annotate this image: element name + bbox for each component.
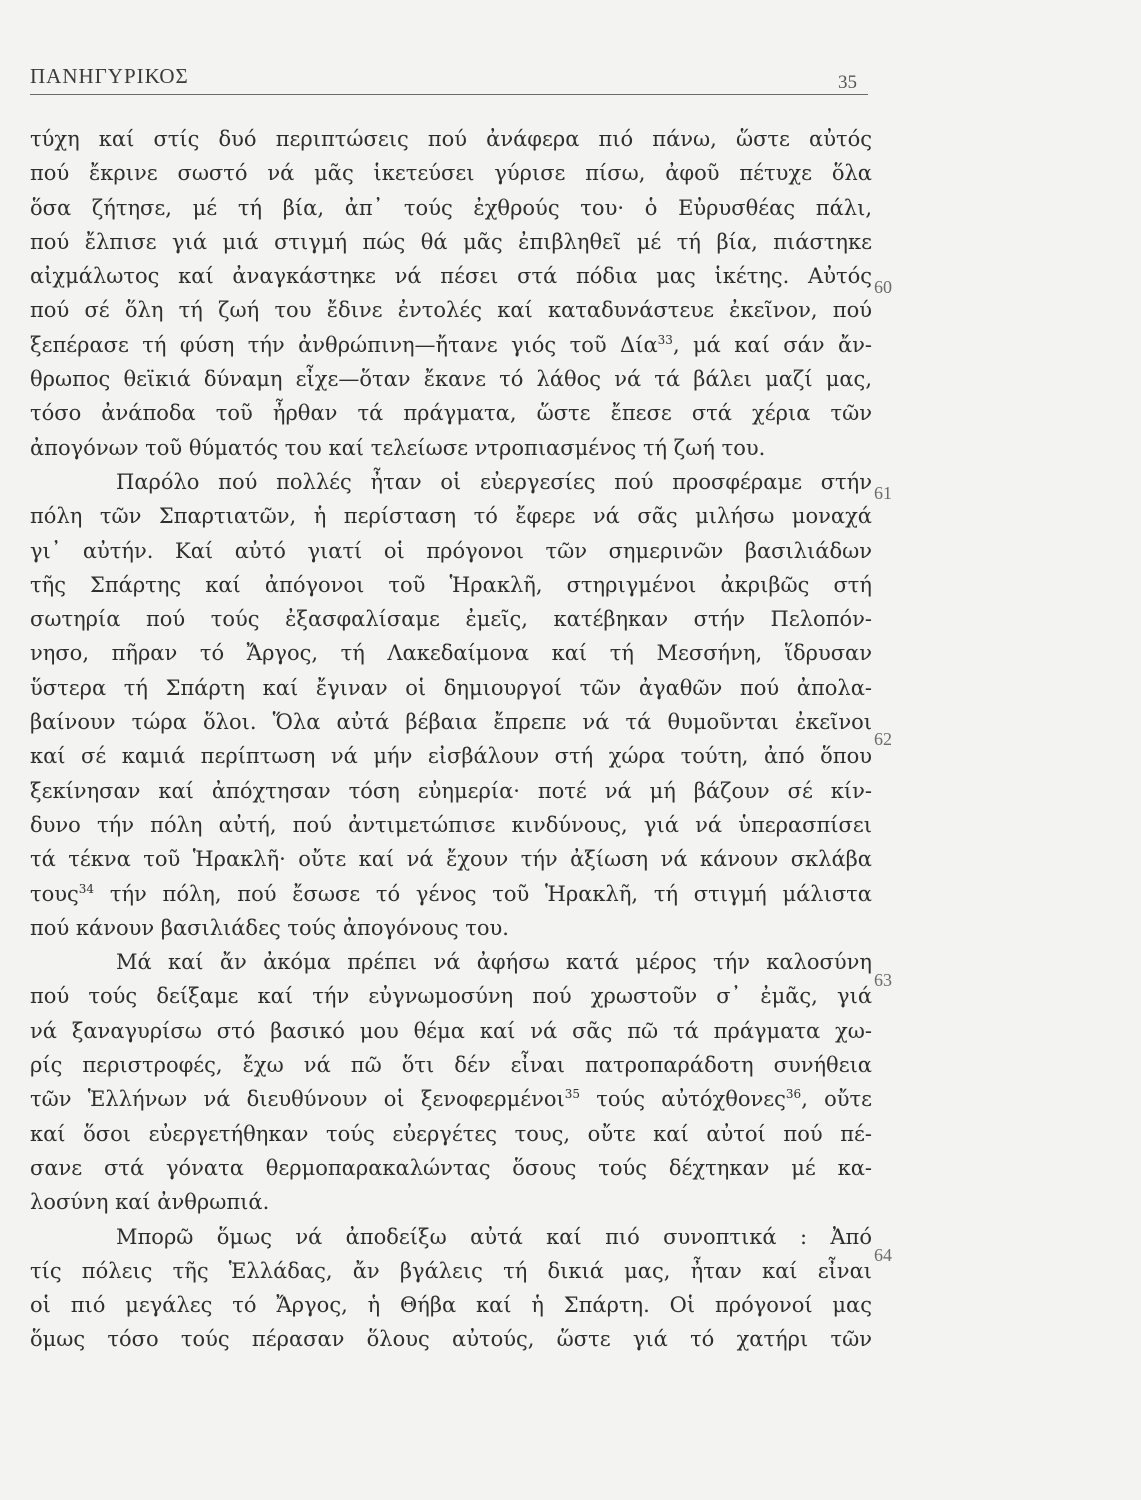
text-line: πού σέ ὅλη τή ζωή του ἔδινε ἐντολές καί καταδυνάστευε ἐκεῖνον, πού [30, 298, 872, 323]
footnote-ref: 34 [78, 881, 95, 896]
header-rule [30, 94, 868, 95]
text-line: καί ὅσοι εὐεργετήθηκαν τούς εὐεργέτες τους, οὔτε καί αὐτοί πού πέ- [30, 1121, 872, 1146]
text-line: τίς πόλεις τῆς Ἑλλάδας, ἄν βγάλεις τή δικιά μας, ἦταν καί εἶναι [30, 1258, 872, 1283]
text-line: νησο, πῆραν τό Ἄργος, τή Λακεδαίμονα καί τή Μεσσήνη, ἵδρυσαν [30, 641, 872, 666]
text-line: ὅσα ζήτησε, μέ τή βία, ἀπ᾽ τούς ἐχθρούς του· ὁ Εὐρυσθέας πάλι, [30, 195, 872, 220]
text-line: πού ἔλπισε γιά μιά στιγμή πώς θά μᾶς ἐπιβληθεῖ μέ τή βία, πιάστηκε [30, 229, 872, 254]
text-segment: , μά καί σάν ἄν- [672, 332, 872, 357]
text-line: ρίς περιστροφές, ἔχω νά πῶ ὅτι δέν εἶναι πατροπαράδοτη συνήθεια [30, 1053, 872, 1078]
text-line: πού ἔκρινε σωστό νά μᾶς ἱκετεύσει γύρισε πίσω, ἀφοῦ πέτυχε ὅλα [30, 161, 872, 186]
margin-section-number: 61 [874, 483, 892, 503]
text-segment: ξεπέρασε τή φύση τήν ἀνθρώπινη—ἤτανε γιός τοῦ Δία [30, 332, 658, 357]
footnote-ref: 36 [785, 1087, 802, 1102]
text-line: νά ξαναγυρίσω στό βασικό μου θέμα καί νά σᾶς πῶ τά πράγματα χω- [30, 1018, 872, 1043]
text-line: ἀπογόνων τοῦ θύματός του καί τελείωσε ντροπιασμένος τή ζωή του. [30, 435, 766, 460]
text-line [30, 1082, 872, 1116]
running-title: ΠΑΝΗΓΥΡΙΚΟΣ [30, 64, 189, 88]
text-segment: τήν πόλη, πού ἔσωσε τό γένος τοῦ Ἡρακλῆ, τή στιγμή μάλιστα [94, 881, 872, 906]
text-line: λοσύνη καί ἀνθρωπιά. [30, 1190, 270, 1215]
text-line: τόσο ἀνάποδα τοῦ ἦρθαν τά πράγματα, ὥστε ἔπεσε στά χέρια τῶν [30, 401, 872, 426]
text-line: καί σέ καμιά περίπτωση νά μήν εἰσβάλουν στή χώρα τούτη, ἀπό ὅπου [30, 744, 872, 769]
text-line: σανε στά γόνατα θερμοπαρακαλώντας ὅσους τούς δέχτηκαν μέ κα- [30, 1155, 872, 1180]
text-line: τά τέκνα τοῦ Ἡρακλῆ· οὔτε καί νά ἔχουν τήν ἀξίωση νά κάνουν σκλάβα [30, 847, 872, 872]
margin-section-number: 63 [874, 970, 892, 990]
text-line: οἱ πιό μεγάλες τό Ἄργος, ἡ Θήβα καί ἡ Σπάρτη. Οἱ πρόγονοί μας [30, 1293, 872, 1318]
text-line: τῆς Σπάρτης καί ἀπόγονοι τοῦ Ἡρακλῆ, στηριγμένοι ἀκριβῶς στή [30, 572, 872, 597]
footnote-ref: 33 [657, 332, 673, 347]
text-line [30, 877, 872, 911]
text-line: δυνο τήν πόλη αὐτή, πού ἀντιμετώπισε κινδύνους, γιά νά ὑπερασπίσει [30, 812, 872, 837]
text-line: τύχη καί στίς δυό περιπτώσεις πού ἀνάφερα πιό πάνω, ὥστε αὐτός [30, 127, 872, 151]
text-line: πού κάνουν βασιλιάδες τούς ἀπογόνους του. [30, 915, 509, 940]
text-line: πόλη τῶν Σπαρτιατῶν, ἡ περίσταση τό ἔφερε νά σᾶς μιλήσω μοναχά [30, 504, 872, 529]
text-line [30, 328, 872, 362]
text-line: ὕστερα τή Σπάρτη καί ἔγιναν οἱ δημιουργοί τῶν ἀγαθῶν πού ἀπολα- [30, 675, 872, 700]
text-line: σωτηρία πού τούς ἐξασφαλίσαμε ἐμεῖς, κατέβηκαν στήν Πελοπόν- [30, 607, 872, 632]
text-line: θρωπος θεϊκιά δύναμη εἶχε—ὅταν ἔκανε τό λάθος νά τά βάλει μαζί μας, [30, 367, 872, 392]
body-text [30, 122, 872, 1357]
text-segment: , οὔτε [801, 1087, 873, 1112]
text-line: βαίνουν τώρα ὅλοι. Ὅλα αὐτά βέβαια ἔπρεπε νά τά θυμοῦνται ἐκεῖνοι [30, 710, 872, 735]
text-segment: τούς αὐτόχθονες [580, 1087, 786, 1112]
text-line: Παρόλο πού πολλές ἦταν οἱ εὐεργεσίες πού προσφέραμε στήν [116, 469, 872, 494]
text-line: γι᾽ αὐτήν. Καί αὐτό γιατί οἱ πρόγονοι τῶν σημερινῶν βασιλιάδων [30, 538, 872, 563]
text-line: Μά καί ἄν ἀκόμα πρέπει νά ἀφήσω κατά μέρος τήν καλοσύνη [116, 950, 872, 975]
page-number: 35 [838, 72, 857, 93]
text-line: ξεκίνησαν καί ἀπόχτησαν τόση εὐημερία· ποτέ νά μή βάζουν σέ κίν- [30, 778, 872, 803]
margin-section-number: 60 [874, 277, 892, 297]
text-segment: τους [30, 881, 79, 906]
text-line: Μπορῶ ὅμως νά ἀποδείξω αὐτά καί πιό συνοπτικά : Ἀπό [116, 1224, 872, 1249]
text-line: αἰχμάλωτος καί ἀναγκάστηκε νά πέσει στά πόδια μας ἱκέτης. Αὐτός [30, 264, 872, 289]
text-segment: τῶν Ἑλλήνων νά διευθύνουν οἱ ξενοφερμένοι [30, 1087, 565, 1112]
text-line: πού τούς δείξαμε καί τήν εὐγνωμοσύνη πού χρωστοῦν σ᾽ ἐμᾶς, γιά [30, 984, 872, 1009]
text-line: ὅμως τόσο τούς πέρασαν ὅλους αὐτούς, ὥστε γιά τό χατήρι τῶν [30, 1327, 872, 1352]
margin-section-number: 62 [874, 729, 892, 749]
margin-section-number: 64 [874, 1245, 892, 1265]
footnote-ref: 35 [564, 1087, 581, 1102]
